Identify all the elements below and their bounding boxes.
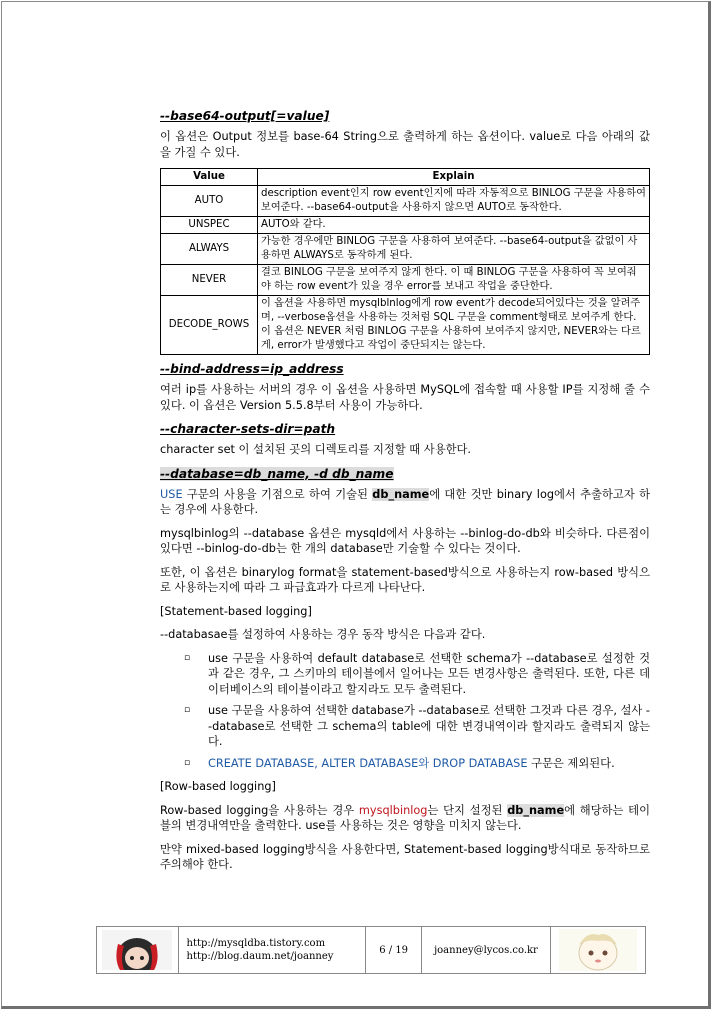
section-label-row-based: [Row-based logging] bbox=[160, 780, 276, 793]
paragraph: Row-based logging을 사용하는 경우 mysqlbinlog는 단지 설정된 db_name에 해당하는 테이블의 변경내역만을 출력한다. use를 사용하는 것은 영향을 미치지 않는다. bbox=[160, 803, 650, 832]
table-header: Value bbox=[161, 169, 258, 186]
footer-avatar-left bbox=[97, 927, 179, 973]
table-row bbox=[161, 234, 650, 265]
page-number: 6 / 19 bbox=[366, 927, 422, 973]
footer-link[interactable]: http://blog.daum.net/joanney bbox=[186, 951, 334, 962]
footer-email[interactable]: joanney@lycos.co.kr bbox=[422, 927, 551, 973]
table-row bbox=[161, 186, 650, 217]
bullet-icon: ▫ bbox=[184, 652, 191, 663]
table-cell-value: UNSPEC bbox=[161, 217, 258, 234]
footer-avatar-right bbox=[551, 927, 645, 973]
paragraph: 또한, 이 옵션은 binarylog format을 statement-based방식으로 사용하는지 row-based 방식으로 사용하는지에 따라 그 파급효과가 다르게 나타난다. bbox=[160, 565, 650, 594]
footer-links bbox=[179, 927, 367, 973]
bullet-icon: ▫ bbox=[184, 757, 191, 768]
table-cell-explain bbox=[258, 296, 650, 355]
table-cell-value: ALWAYS bbox=[161, 234, 258, 265]
character-avatar-icon bbox=[102, 930, 172, 970]
list-item: ▫ use 구문을 사용하여 default database로 선택한 schema가 --database로 설정한 것과 같은 경우, 그 스키마의 테이블에서 일어나는 모든 변경사항은 출력된다. 또한, 다른 데이터베이스의 테이블이라고 할지라도 모두 출력된다. bbox=[184, 651, 650, 696]
character-avatar-icon bbox=[559, 929, 637, 971]
paragraph: 이 옵션은 Output 정보를 base-64 String으로 출력하게 하는 옵션이다. value로 다음 아래의 값을 가질 수 있다. bbox=[160, 130, 650, 159]
table-cell-value: AUTO bbox=[161, 186, 258, 217]
footer-link[interactable]: http://mysqldba.tistory.com bbox=[186, 938, 326, 949]
paragraph: 만약 mixed-based logging방식을 사용한다면, Statement-based logging방식대로 동작하므로 주의해야 한다. bbox=[160, 842, 650, 871]
value-table bbox=[160, 168, 650, 355]
paragraph: --databasae를 설정하여 사용하는 경우 동작 방식은 다음과 같다. bbox=[160, 628, 486, 641]
option-heading-bind-address: --bind-address=ip_address bbox=[160, 362, 344, 376]
table-header-row bbox=[161, 169, 650, 186]
section-label-statement-based: [Statement-based logging] bbox=[160, 604, 312, 618]
table-row bbox=[161, 217, 650, 234]
bullet-list bbox=[160, 651, 650, 772]
table-row bbox=[161, 296, 650, 355]
table-row bbox=[161, 265, 650, 296]
table-cell-text: 이 옵션은 NEVER 처럼 BINLOG 구문을 사용하여 보여주지 않지만, NEVER와는 다르게, error가 발생했다고 작업이 중단되지는 않는다. bbox=[261, 326, 641, 351]
bullet-icon: ▫ bbox=[184, 705, 191, 715]
table-cell-explain: AUTO와 같다. bbox=[258, 217, 650, 234]
db-name-term: db_name bbox=[372, 487, 430, 501]
paragraph: USE 구문의 사용을 기점으로 하여 기술된 db_name에 대한 것만 binary log에서 추출하고자 하는 경우에 사용한다. bbox=[160, 487, 650, 516]
paragraph: 여러 ip를 사용하는 서버의 경우 이 옵션을 사용하면 MySQL에 접속할 때 사용할 IP를 지정해 줄 수 있다. 이 옵션은 Version 5.5.8부터 사용이 가능하다. bbox=[160, 383, 650, 412]
table-cell-explain: 가능한 경우에만 BINLOG 구문을 사용하여 보여준다. --base64-output을 값없이 사용하면 ALWAYS로 동작하게 된다. bbox=[258, 234, 650, 265]
option-heading-base64-output: --base64-output[=value] bbox=[160, 109, 330, 123]
option-heading-character-sets-dir: --character-sets-dir=path bbox=[160, 422, 336, 436]
table-cell-text: 이 옵션을 사용하면 mysqlblnlog에게 row event가 decode되어있다는 것을 알려주며, --verbose옵션을 사용하는 것처럼 SQL 구문을 comment형태로 보여주게 한다. bbox=[261, 298, 641, 323]
option-heading-database: --database=db_name, -d db_name bbox=[160, 466, 394, 481]
page-footer bbox=[96, 926, 646, 974]
table-cell-value: DECODE_ROWS bbox=[161, 296, 258, 355]
list-item: ▫ CREATE DATABASE, ALTER DATABASE와 DROP DATABASE 구문은 제외된다. bbox=[184, 756, 615, 770]
use-keyword: USE bbox=[160, 487, 183, 501]
document-body bbox=[160, 108, 650, 881]
table-header: Explain bbox=[258, 169, 650, 186]
table-cell-value: NEVER bbox=[161, 265, 258, 296]
paragraph: character set 이 설치된 곳의 디렉토리를 지정할 때 사용한다. bbox=[160, 443, 472, 456]
list-item: ▫ use 구문을 사용하여 선택한 database가 --database로 선택한 그것과 다른 경우, 설사 --database로 선택한 그 schema의 table에 대한 변경내역이라 할지라도 출력되지 않는다. bbox=[184, 704, 650, 748]
table-cell-explain: 결코 BINLOG 구문을 보여주지 않게 한다. 이 때 BINLOG 구문을 사용하여 꼭 보여줘야 하는 row event가 있을 경우 error를 보내고 작업을 중단한다. bbox=[258, 265, 650, 296]
mysqlbinlog-term: mysqlbinlog bbox=[358, 803, 428, 817]
db-name-term: db_name bbox=[507, 803, 565, 817]
paragraph: mysqlbinlog의 --database 옵션은 mysqld에서 사용하는 --binlog-do-db와 비슷하다. 다른점이 있다면 --binlog-do-db는 한 개의 database만 기술할 수 있다는 것이다. bbox=[160, 526, 650, 555]
table-cell-explain: description event인지 row event인지에 따라 자동적으로 BINLOG 구문을 사용하여 보여준다. --base64-output을 사용하지 않으면 AUTO로 동작한다. bbox=[258, 186, 650, 217]
